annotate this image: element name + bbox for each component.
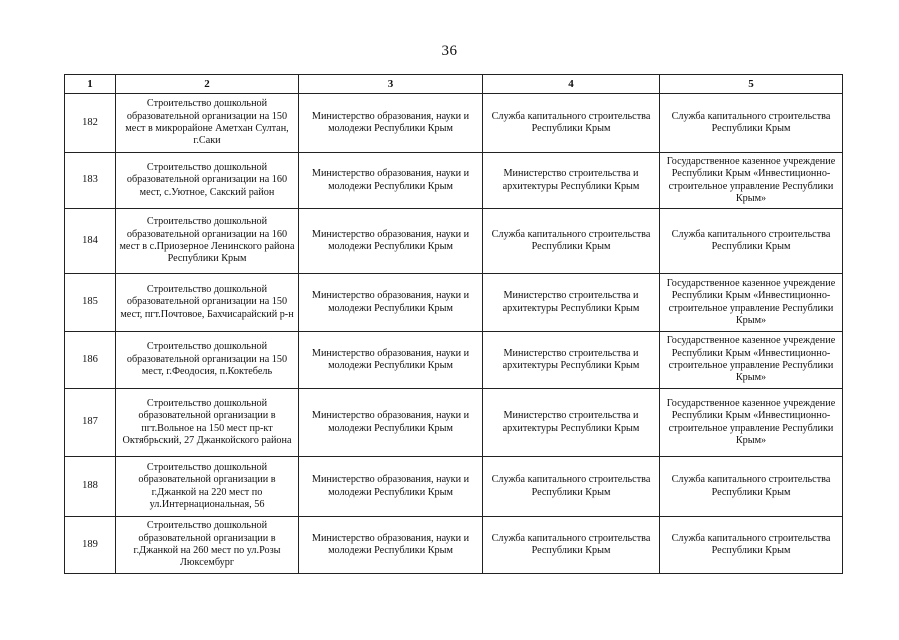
table-row xyxy=(65,389,843,457)
table-row xyxy=(65,153,843,209)
row-number: 186 xyxy=(65,332,116,389)
developer: Служба капитального строительства Республики Крым xyxy=(483,517,660,574)
builder: Служба капитального строительства Республики Крым xyxy=(660,517,843,574)
row-number: 185 xyxy=(65,274,116,332)
object-name: Строительство дошкольной образовательной организации в г.Джанкой на 260 мест по ул.Розы Люксембург xyxy=(116,517,299,574)
object-name: Строительство дошкольной образовательной организации на 150 мест, пгт.Почтовое, Бахчисарайский р-н xyxy=(116,274,299,332)
row-number: 188 xyxy=(65,457,116,517)
state-customer: Министерство образования, науки и молодежи Республики Крым xyxy=(299,517,483,574)
table-row xyxy=(65,274,843,332)
object-name: Строительство дошкольной образовательной организации на 150 мест в микрорайоне Аметхан Султан, г.Саки xyxy=(116,94,299,153)
table-row xyxy=(65,332,843,389)
builder: Государственное казенное учреждение Республики Крым «Инвестиционно-строительное управление Республики Крым» xyxy=(660,389,843,457)
state-customer: Министерство образования, науки и молодежи Республики Крым xyxy=(299,94,483,153)
state-customer: Министерство образования, науки и молодежи Республики Крым xyxy=(299,274,483,332)
builder: Служба капитального строительства Республики Крым xyxy=(660,209,843,274)
column-header-4: 4 xyxy=(483,75,660,94)
state-customer: Министерство образования, науки и молодежи Республики Крым xyxy=(299,332,483,389)
developer: Министерство строительства и архитектуры Республики Крым xyxy=(483,274,660,332)
builder: Государственное казенное учреждение Республики Крым «Инвестиционно-строительное управление Республики Крым» xyxy=(660,274,843,332)
builder: Государственное казенное учреждение Республики Крым «Инвестиционно-строительное управление Республики Крым» xyxy=(660,153,843,209)
row-number: 183 xyxy=(65,153,116,209)
construction-objects-table xyxy=(64,74,843,574)
table-row xyxy=(65,457,843,517)
developer: Служба капитального строительства Республики Крым xyxy=(483,94,660,153)
object-name: Строительство дошкольной образовательной организации в пгт.Вольное на 150 мест пр-кт Октябрьский, 27 Джанкойского района xyxy=(116,389,299,457)
row-number: 182 xyxy=(65,94,116,153)
column-header-5: 5 xyxy=(660,75,843,94)
builder: Государственное казенное учреждение Республики Крым «Инвестиционно-строительное управление Республики Крым» xyxy=(660,332,843,389)
developer: Министерство строительства и архитектуры Республики Крым xyxy=(483,153,660,209)
object-name: Строительство дошкольной образовательной организации на 160 мест в с.Приозерное Ленинского района Республики Крым xyxy=(116,209,299,274)
object-name: Строительство дошкольной образовательной организации в г.Джанкой на 220 мест по ул.Интернациональная, 56 xyxy=(116,457,299,517)
builder: Служба капитального строительства Республики Крым xyxy=(660,457,843,517)
developer: Служба капитального строительства Республики Крым xyxy=(483,457,660,517)
table-row xyxy=(65,94,843,153)
row-number: 189 xyxy=(65,517,116,574)
table-row xyxy=(65,209,843,274)
developer: Служба капитального строительства Республики Крым xyxy=(483,209,660,274)
column-header-1: 1 xyxy=(65,75,116,94)
table-header-row xyxy=(65,75,843,94)
column-header-3: 3 xyxy=(299,75,483,94)
object-name: Строительство дошкольной образовательной организации на 150 мест, г.Феодосия, п.Коктебель xyxy=(116,332,299,389)
state-customer: Министерство образования, науки и молодежи Республики Крым xyxy=(299,153,483,209)
developer: Министерство строительства и архитектуры Республики Крым xyxy=(483,332,660,389)
table-row xyxy=(65,517,843,574)
developer: Министерство строительства и архитектуры Республики Крым xyxy=(483,389,660,457)
row-number: 187 xyxy=(65,389,116,457)
state-customer: Министерство образования, науки и молодежи Республики Крым xyxy=(299,209,483,274)
page-number: 36 xyxy=(441,43,458,59)
builder: Служба капитального строительства Республики Крым xyxy=(660,94,843,153)
object-name: Строительство дошкольной образовательной организации на 160 мест, с.Уютное, Сакский район xyxy=(116,153,299,209)
state-customer: Министерство образования, науки и молодежи Республики Крым xyxy=(299,389,483,457)
state-customer: Министерство образования, науки и молодежи Республики Крым xyxy=(299,457,483,517)
column-header-2: 2 xyxy=(116,75,299,94)
row-number: 184 xyxy=(65,209,116,274)
